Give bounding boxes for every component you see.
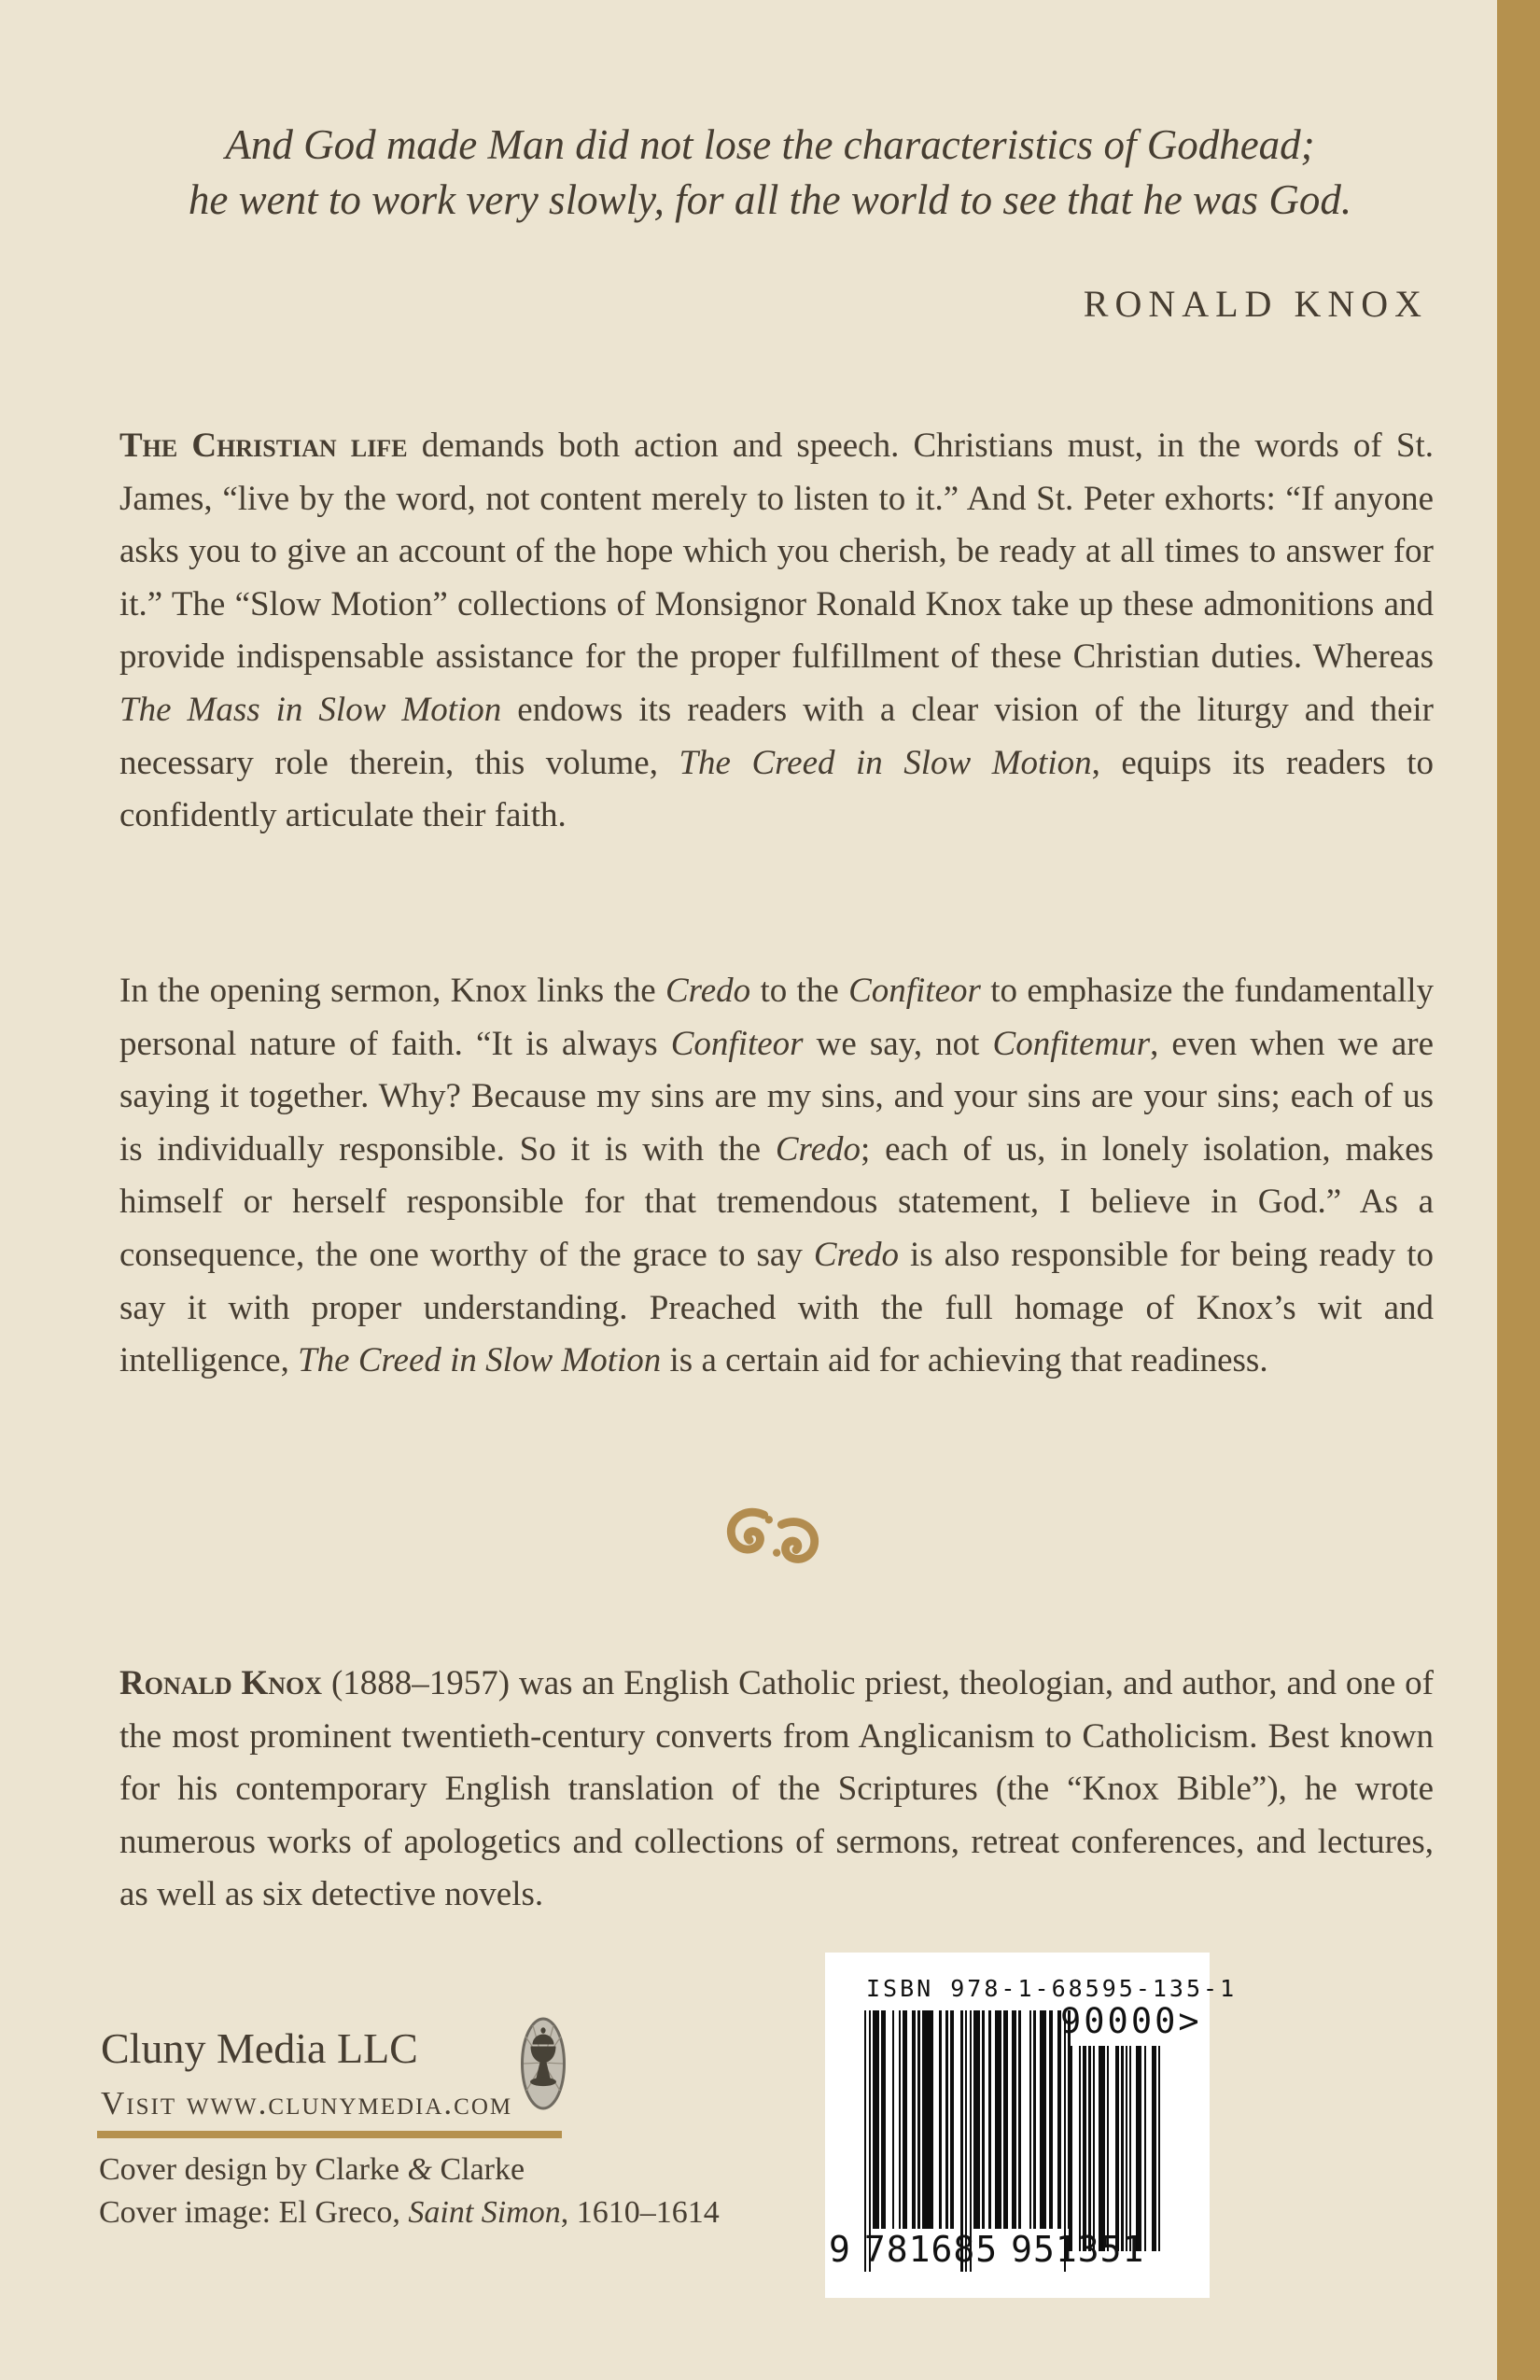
barcode-digits: [829, 2229, 1145, 2270]
cover-image-credit: Cover image: El Greco, Saint Simon, 1610–1614: [99, 2195, 720, 2230]
supplemental-barcode: [1062, 2046, 1160, 2253]
publisher-logo: [521, 2016, 566, 2111]
barcode-box: [825, 1953, 1238, 2298]
publisher-name: Cluny Media LLC: [101, 2024, 418, 2072]
synopsis-paragraph-2: In the opening sermon, Knox links the Credo to the Confiteor to emphasize the fundamentally personal nature of faith. “It is always Confiteor we say, not Confitemur, even when we are saying it together. Why? Because my sins are my sins, and your sins are your sins; each of us is individually responsible. So it is with the Credo; each of us, in lonely isolation, makes himself or herself responsible for that tremendous statement, I believe in God.” As a consequence, the one worthy of the grace to say Credo is also responsible for being ready to say it with proper understanding. Preached with the full homage of Knox’s wit and intelligence, The Creed in Slow Motion is a certain aid for achieving that readiness.: [119, 972, 1435, 1380]
epigraph-attribution: RONALD KNOX: [1083, 283, 1428, 325]
epigraph-quote: [117, 118, 1423, 229]
synopsis-paragraph-1: The Christian life demands both action and speech. Christians must, in the words of St. James, “live by the word, not content merely to listen to it.” And St. Peter exhorts: “If anyone asks you to give an account of the hope which you cherish, be ready at all times to answer for it.” The “Slow Motion” collections of Monsignor Ronald Knox take up these admonitions and provide indispensable assistance for the proper fulfillment of these Christian duties. Whereas The Mass in Slow Motion endows its readers with a clear vision of the liturgy and their necessary role therein, this volume, The Creed in Slow Motion, equips its readers to confidently articulate their faith.: [119, 427, 1434, 835]
chalice-medallion-icon: [521, 2016, 566, 2111]
floral-scroll-icon: [724, 1505, 821, 1568]
publisher-website: Visit www.clunymedia.com: [101, 2085, 513, 2121]
barcode-digit-group: 951351: [1011, 2229, 1145, 2270]
epigraph-line-1: And God made Man did not lose the characteristics of Godhead;: [225, 121, 1315, 168]
section-divider-ornament: [724, 1505, 821, 1568]
spine-gold-stripe: [1497, 0, 1540, 2380]
divider-rule: [97, 2131, 562, 2138]
isbn-label: ISBN 978-1-68595-135-1: [866, 1975, 1238, 2002]
cover-design-credit: Cover design by Clarke & Clarke: [99, 2152, 525, 2187]
author-bio: Ronald Knox (1888–1957) was an English Catholic priest, theologian, and author, and one of the most prominent twentieth-century converts from Anglicanism to Catholicism. Best known for his contemporary English translation of the Scriptures (the “Knox Bible”), he wrote numerous works of apologetics and collections of sermons, retreat conferences, and lectures, as well as six detective novels.: [119, 1664, 1435, 1914]
barcode-digit-group: 781685: [863, 2229, 999, 2270]
barcode-digit-group: 9: [829, 2229, 851, 2270]
price-code: 90000>: [1060, 2001, 1202, 2041]
epigraph-line-2: he went to work very slowly, for all the world to see that he was God.: [188, 176, 1352, 224]
